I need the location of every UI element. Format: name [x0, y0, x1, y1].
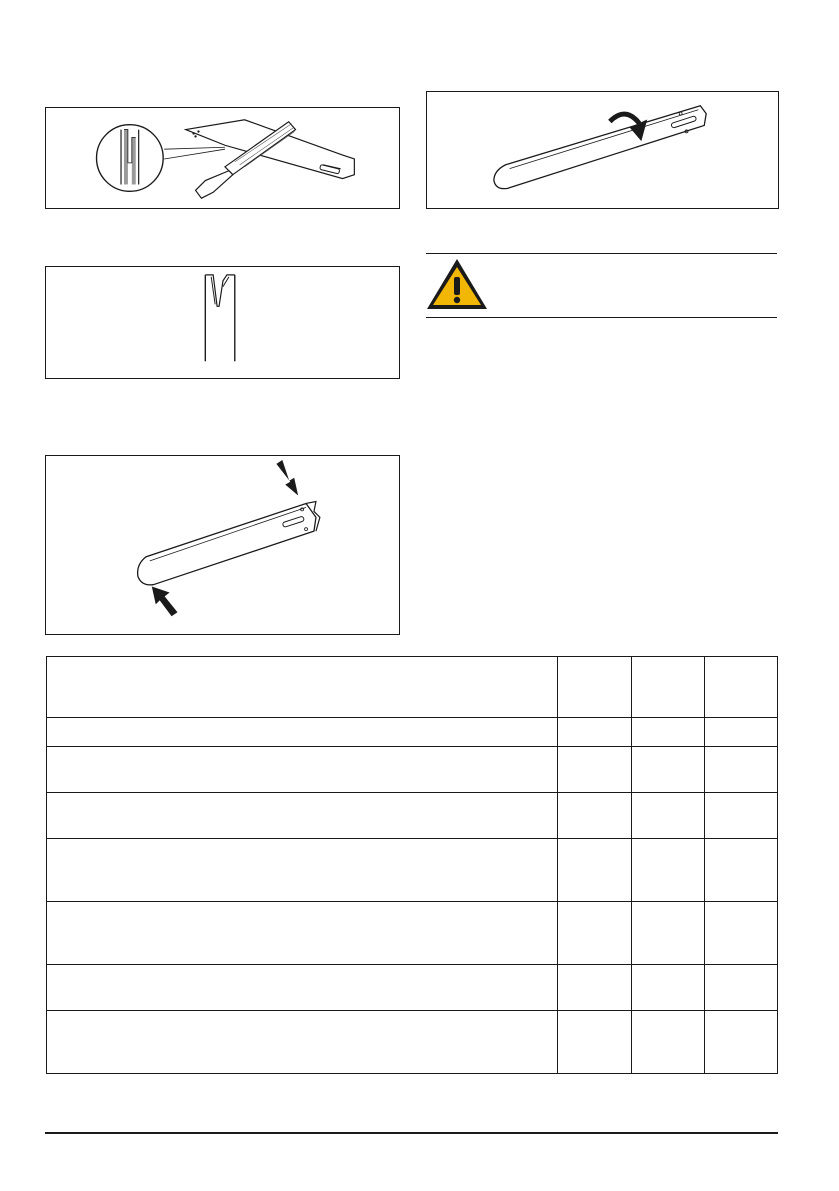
table-cell-interval-1 — [558, 793, 632, 839]
warning-triangle-icon — [425, 256, 489, 312]
table-row — [47, 965, 778, 1011]
table-cell-interval-1 — [558, 902, 632, 965]
table-cell-interval-2 — [632, 793, 705, 839]
table-cell-interval-1 — [558, 839, 632, 902]
table-cell-interval-2 — [632, 657, 705, 718]
table-cell-task — [47, 657, 558, 718]
table-cell-interval-1 — [558, 965, 632, 1011]
table-row — [47, 718, 778, 747]
figure-file-bar-rails — [45, 107, 400, 209]
warning-top-rule — [426, 253, 777, 254]
guide-bar-arrows-icon — [46, 456, 399, 634]
table-cell-interval-3 — [705, 965, 778, 1011]
table-cell-interval-2 — [632, 747, 705, 793]
table-row — [47, 902, 778, 965]
table-cell-interval-2 — [632, 902, 705, 965]
table-row — [47, 839, 778, 902]
warning-bottom-rule — [426, 317, 777, 318]
maintenance-table — [46, 656, 778, 1074]
table-row — [47, 793, 778, 839]
table-cell-interval-3 — [705, 718, 778, 747]
table-cell-interval-2 — [632, 1011, 705, 1074]
table-cell-interval-3 — [705, 1011, 778, 1074]
file-on-guide-bar-icon — [46, 108, 399, 208]
table-row — [47, 747, 778, 793]
figure-bar-oil-holes — [45, 455, 400, 635]
figure-bar-turn — [426, 91, 779, 209]
table-cell-task — [47, 1011, 558, 1074]
table-cell-task — [47, 747, 558, 793]
table-cell-interval-3 — [705, 747, 778, 793]
table-cell-interval-1 — [558, 1011, 632, 1074]
table-cell-interval-3 — [705, 902, 778, 965]
table-row — [47, 1011, 778, 1074]
table-cell-interval-3 — [705, 793, 778, 839]
figure-bar-rail-profile — [45, 266, 400, 379]
table-cell-task — [47, 839, 558, 902]
table-cell-interval-1 — [558, 747, 632, 793]
table-cell-interval-2 — [632, 718, 705, 747]
guide-bar-rotate-icon — [427, 92, 778, 208]
table-cell-interval-1 — [558, 718, 632, 747]
table-cell-task — [47, 718, 558, 747]
table-cell-task — [47, 965, 558, 1011]
table-cell-interval-2 — [632, 965, 705, 1011]
footer-rule — [45, 1132, 778, 1134]
table-cell-interval-3 — [705, 839, 778, 902]
table-cell-task — [47, 902, 558, 965]
table-cell-interval-2 — [632, 839, 705, 902]
table-cell-interval-3 — [705, 657, 778, 718]
table-row — [47, 657, 778, 718]
rail-profile-icon — [46, 267, 399, 378]
table-cell-interval-1 — [558, 657, 632, 718]
table-cell-task — [47, 793, 558, 839]
